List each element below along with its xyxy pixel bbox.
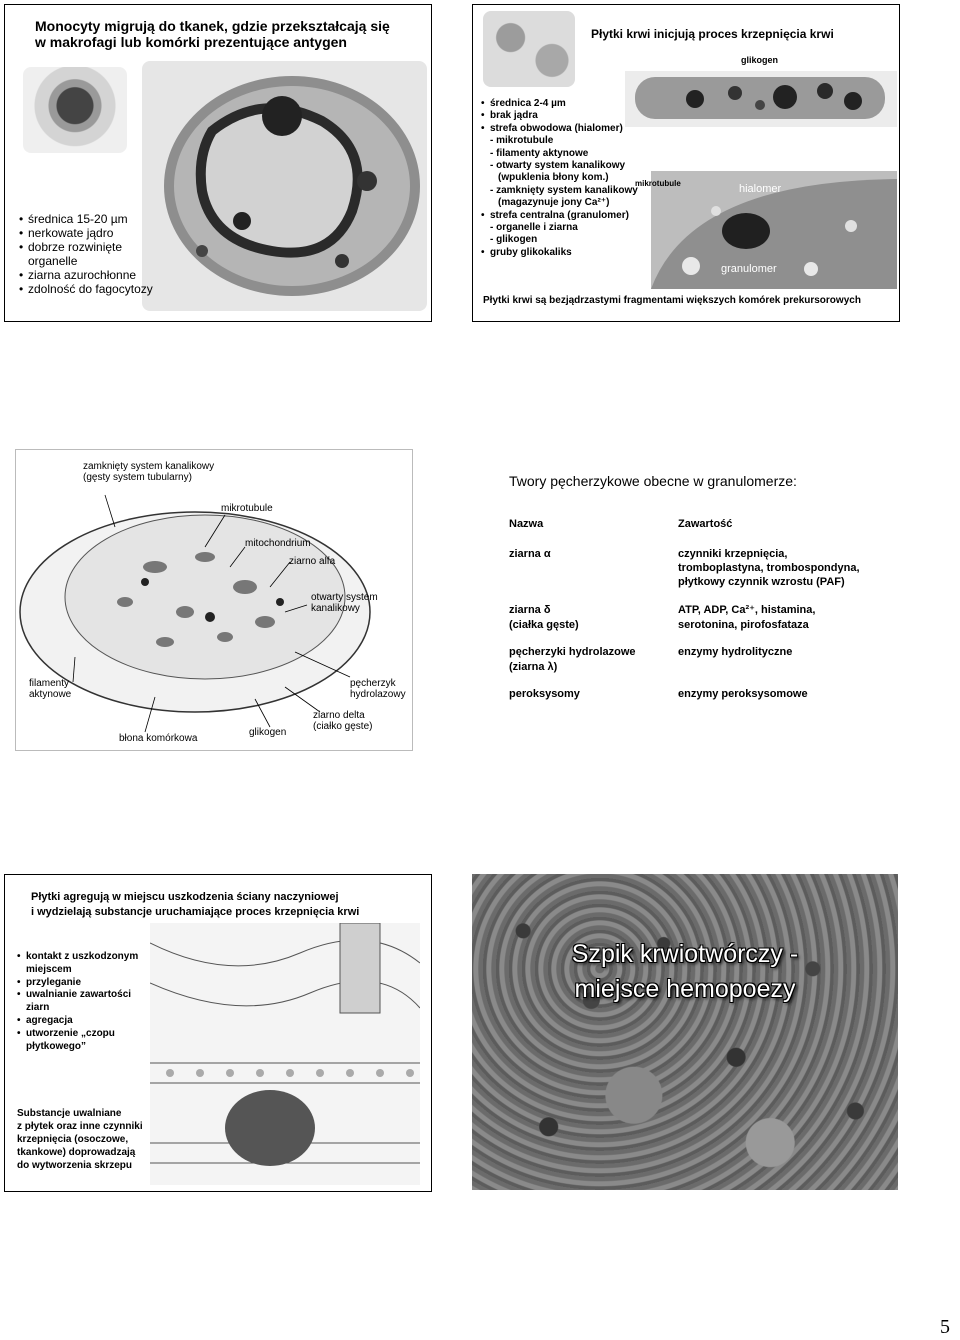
row-ziarna-alfa-content1: czynniki krzepnięcia,: [678, 548, 788, 560]
platelet-em-detail: [651, 171, 897, 289]
bullet-srednica-plytki: • średnica 2-4 µm: [481, 98, 638, 110]
row-ziarna-delta-name2: (ciałka gęste): [509, 619, 579, 631]
slide5-bottom-text: [17, 1107, 143, 1172]
label-aktynowe: aktynowe: [29, 689, 72, 700]
slide-platelets: [472, 4, 900, 322]
row-ziarna-alfa-name: ziarna α: [509, 548, 551, 560]
macrophage-em-drawing: [142, 61, 427, 311]
sub-glikogen: - glikogen: [490, 234, 538, 246]
row-ziarna-delta-content1: ATP, ADP, Ca²⁺, histamina,: [678, 604, 816, 616]
row-peroksysomy-content1: enzymy peroksysomowe: [678, 688, 808, 700]
row-peroksysomy-name: peroksysomy: [509, 688, 580, 700]
row-ziarna-delta-name: ziarna δ: [509, 604, 551, 616]
slide1-bullet-list: [19, 212, 153, 296]
col-header-zawartosc: Zawartość: [678, 518, 733, 530]
slide6-title-line1: Szpik krwiotwórczy -: [571, 940, 799, 968]
macrophage-em-photo: [142, 61, 427, 311]
bottom-line-1: Substancje uwalniane: [17, 1108, 122, 1119]
bullet-brak-jadra: • brak jądra: [481, 110, 638, 122]
bullet-glikokaliks: • gruby glikokaliks: [481, 247, 638, 259]
col-header-nazwa: Nazwa: [509, 518, 544, 530]
label-hydrolazowy: hydrolazowy: [350, 689, 406, 700]
slide6-title-line2: miejsce hemopoezy: [574, 975, 796, 1003]
bullet-nerkowate: • nerkowate jądro: [19, 226, 153, 240]
label-ziarno-alfa: ziarno alfa: [289, 556, 336, 567]
bullet-ziarn: ziarn: [26, 1002, 50, 1014]
bullet-fagocytoza: • zdolność do fagocytozy: [19, 282, 153, 296]
row-ziarna-alfa-content3: płytkowy czynnik wzrostu (PAF): [678, 576, 845, 588]
bullet-strefa-centralna: • strefa centralna (granulomer): [481, 210, 638, 222]
bullet-przyleganie: • przyleganie: [17, 977, 138, 990]
slide2-bullet-list: [481, 98, 638, 259]
bullet-srednica: • średnica 15-20 µm: [19, 212, 153, 226]
bullet-kontakt: • kontakt z uszkodzonym: [17, 951, 138, 964]
page-number: 5: [940, 1316, 950, 1338]
slide4-title: Twory pęcherzykowe obecne w granulomerze:: [509, 473, 797, 489]
label-otwarty-system: otwarty system: [311, 592, 378, 603]
bullet-plytkowego: płytkowego”: [26, 1040, 87, 1052]
sub-otwarty: - otwarty system kanalikowy: [490, 160, 626, 172]
label-zamkniety-system: zamknięty system kanalikowy: [83, 461, 215, 472]
bullet-uwalnianie: • uwalnianie zawartości: [17, 989, 138, 1002]
sub-organelle: - organelle i ziarna: [490, 222, 578, 234]
label-kanalikowy: kanalikowy: [311, 603, 360, 614]
sub-filamenty: - filamenty aktynowe: [490, 147, 589, 159]
row-pecherzyki-name: pęcherzyki hydrolazowe: [509, 646, 636, 658]
row-ziarna-alfa-content2: tromboplastyna, trombospondyna,: [678, 562, 860, 574]
label-mitochondrium: mitochondrium: [245, 538, 311, 549]
slide5-title-line2: i wydzielają substancje uruchamiające proces krzepnięcia krwi: [31, 906, 360, 918]
bullet-dobrze: • dobrze rozwinięte: [19, 240, 153, 254]
row-pecherzyki-name2: (ziarna λ): [509, 661, 558, 673]
slide-monocytes: [4, 4, 432, 322]
bullet-miejscem: miejscem: [26, 963, 72, 975]
sub-wpuklenia: (wpuklenia błony kom.): [498, 172, 609, 184]
slide1-title-line2: w makrofagi lub komórki prezentujące antygen: [35, 34, 347, 50]
label-filamenty: filamenty: [29, 678, 70, 689]
slide1-title-line1: Monocyty migrują do tkanek, gdzie przekształcają się: [35, 18, 390, 34]
blood-smear-photo: [483, 11, 575, 87]
slide2-title: Płytki krwi inicjują proces krzepnięcia krwi: [591, 27, 834, 41]
bullet-agregacja: • agregacja: [17, 1015, 138, 1028]
slide-aggregation: [4, 874, 432, 1192]
label-mikrotubule-diagram: mikrotubule: [221, 503, 273, 514]
sub-ca: (magazynuje jony Ca²⁺): [498, 197, 610, 209]
bottom-line-5: do wytworzenia skrzepu: [17, 1160, 133, 1171]
label-mikrotubule: mikrotubule: [635, 179, 681, 188]
label-glikogen-diagram: glikogen: [249, 727, 287, 738]
bottom-line-3: krzepnięcia (osoczowe,: [17, 1134, 129, 1145]
platelet-em-strip: [625, 71, 897, 127]
bottom-line-4: tkankowe) doprowadzają: [17, 1147, 136, 1158]
label-gesty-system: (gęsty system tubularny): [83, 472, 192, 483]
bottom-line-2: z płytek oraz inne czynniki: [17, 1121, 143, 1132]
label-blona-komorkowa: błona komórkowa: [119, 733, 198, 744]
label-granulomer: granulomer: [721, 263, 777, 275]
label-glikogen: glikogen: [741, 55, 779, 65]
sub-zamkniety: - zamknięty system kanalikowy: [490, 184, 638, 196]
slide-platelet-diagram: [4, 436, 432, 754]
bullet-ziarna: • ziarna azurochłonne: [19, 268, 153, 282]
slide5-title-line1: Płytki agregują w miejscu uszkodzenia ściany naczyniowej: [31, 891, 339, 903]
sub-mikrotubule: - mikrotubule: [490, 135, 554, 147]
slide-granulomer-table: [472, 436, 900, 754]
slide5-bullet-list: [17, 951, 138, 1053]
bullet-strefa-obwodowa: • strefa obwodowa (hialomer): [481, 123, 638, 135]
vessel-illustration: [150, 923, 420, 1185]
label-cialko-geste: (ciałko gęste): [313, 721, 373, 732]
row-pecherzyki-content1: enzymy hydrolityczne: [678, 646, 793, 658]
slide2-footer: Płytki krwi są bezjądrzastymi fragmentami większych komórek prekursorowych: [483, 295, 861, 306]
row-ziarna-delta-content2: serotonina, pirofosfataza: [678, 619, 809, 631]
bullet-organelle: organelle: [28, 254, 78, 268]
monocyte-inset-photo: [23, 67, 127, 153]
label-pecherzyk: pęcherzyk: [350, 678, 396, 689]
label-ziarno-delta: ziarno delta: [313, 710, 365, 721]
slide-bone-marrow: [472, 874, 898, 1190]
label-hialomer: hialomer: [739, 183, 782, 195]
bullet-utworzenie: • utworzenie „czopu: [17, 1028, 138, 1041]
